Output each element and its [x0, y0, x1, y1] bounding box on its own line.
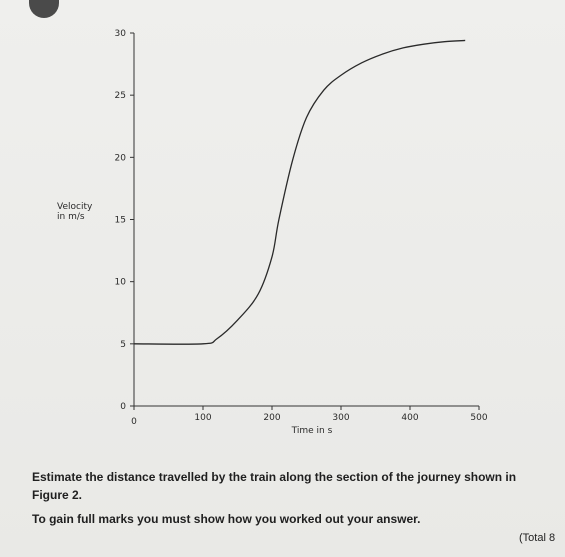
y-tick-label: 25	[114, 91, 126, 102]
y-axis-title-line1: Velocity	[57, 202, 93, 212]
y-tick-label: 10	[114, 277, 126, 288]
x-tick-label: 300	[332, 413, 350, 423]
chart-tick-labels	[115, 29, 488, 427]
x-tick-label: 400	[401, 413, 419, 423]
total-marks: (Total 8	[519, 532, 556, 544]
y-axis-title-line2: in m/s	[57, 212, 85, 222]
x-tick-label: 500	[470, 413, 488, 423]
velocity-curve	[134, 40, 465, 344]
x-tick-label: 0	[131, 417, 137, 427]
chart-axis-titles	[57, 202, 333, 436]
question-text-line2: Figure 2.	[32, 488, 83, 502]
y-tick-label: 0	[120, 402, 126, 412]
x-tick-label: 200	[263, 413, 281, 423]
y-tick-label: 30	[114, 29, 126, 39]
y-tick-label: 15	[114, 215, 126, 226]
chart-series	[134, 40, 465, 344]
y-tick-label: 20	[114, 153, 126, 164]
chart-axes	[134, 33, 479, 406]
x-tick-label: 100	[194, 413, 212, 423]
x-axis-title: Time in s	[291, 426, 333, 436]
question-instruction: To gain full marks you must show how you worked out your answer.	[32, 512, 421, 526]
question-text-line1: Estimate the distance travelled by the train along the section of the journey shown in	[32, 470, 517, 484]
chart-ticks	[130, 33, 479, 410]
y-tick-label: 5	[120, 339, 126, 350]
